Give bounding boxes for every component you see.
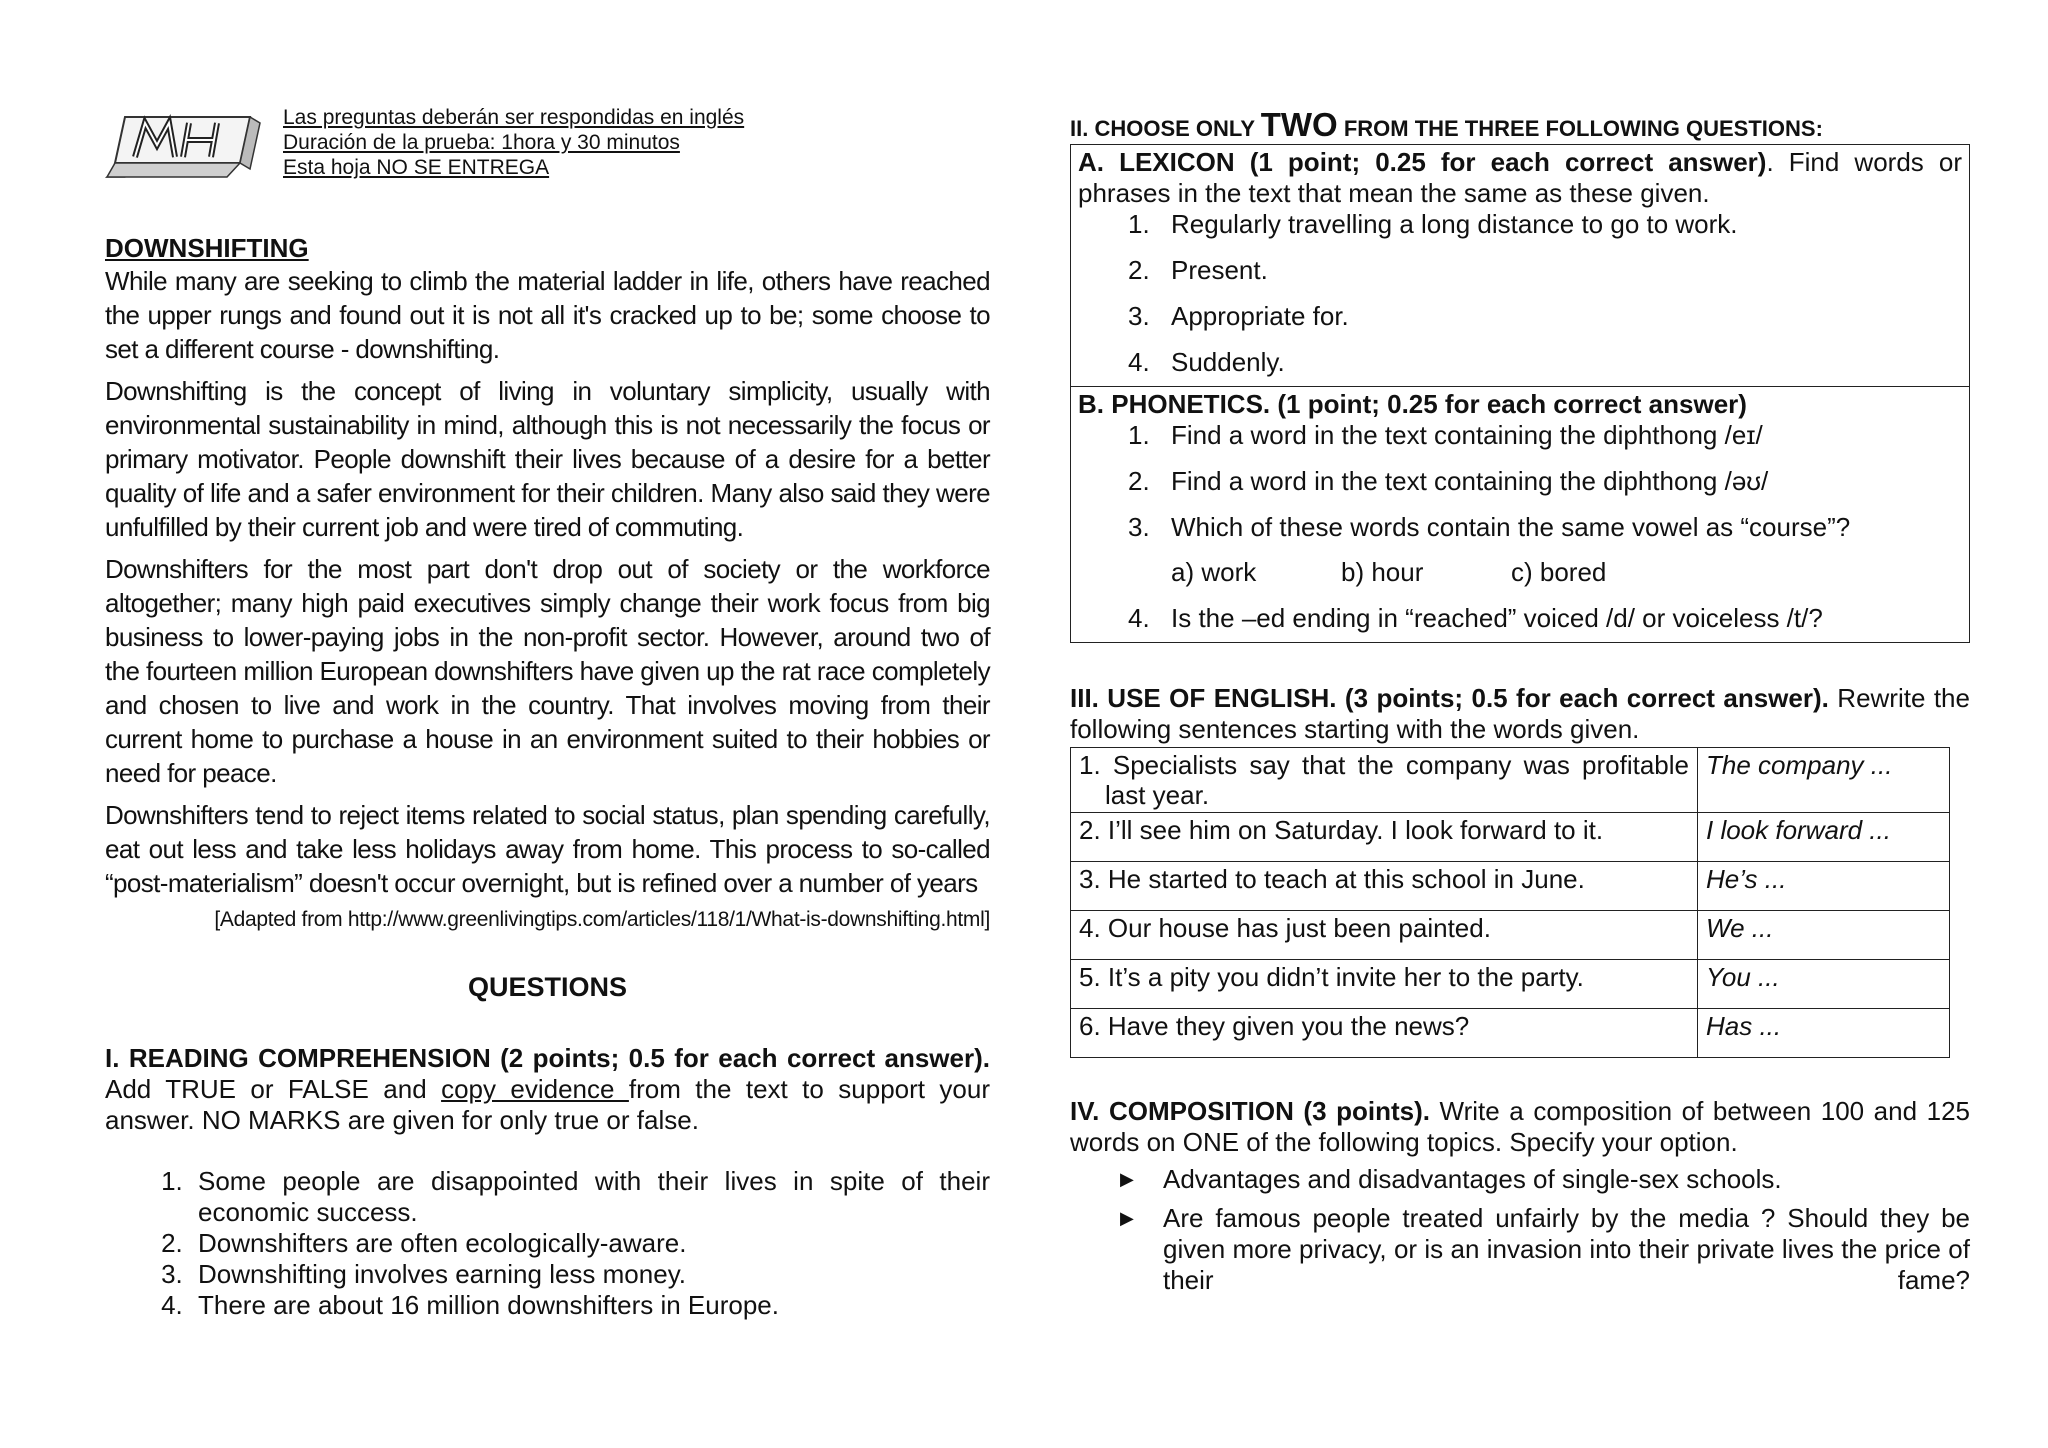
list-item — [1128, 512, 1962, 543]
option-c: c) bored — [1511, 557, 1607, 587]
topic-text: Are famous people treated unfairly by the media ? Should they be given more privacy, or is an invasion into their private lives the price of their fame? — [1163, 1203, 1970, 1295]
sentence-cell: 1. Specialists say that the company was profitable last year. — [1071, 748, 1698, 813]
table-row — [1071, 748, 1950, 813]
triangle-bullet-icon: ▶ — [1120, 1208, 1134, 1228]
item-number: 3. — [1128, 512, 1150, 542]
section-heading: IV. COMPOSITION (3 points). — [1070, 1096, 1430, 1126]
sentence-cell: 4. Our house has just been painted. — [1071, 911, 1698, 960]
lexicon-box — [1070, 144, 1970, 387]
item-number: 2. — [1128, 255, 1150, 285]
list-item — [1128, 347, 1962, 378]
sentence-cell: 3. He started to teach at this school in June. — [1071, 862, 1698, 911]
left-column — [105, 105, 990, 1321]
start-cell: He’s ... — [1698, 862, 1950, 911]
item-number: 4. — [1128, 603, 1150, 633]
sentence-cell: 6. Have they given you the news? — [1071, 1009, 1698, 1058]
item-text: Find a word in the text containing the diphthong /əʊ/ — [1171, 466, 1769, 496]
start-cell: You ... — [1698, 960, 1950, 1009]
options-row — [1171, 557, 1962, 588]
heading-text: FROM THE THREE FOLLOWING QUESTIONS: — [1337, 116, 1823, 141]
topic-text: Advantages and disadvantages of single-sex schools. — [1163, 1164, 1782, 1194]
passage-source: [Adapted from http://www.greenlivingtips.com/articles/118/1/What-is-downshifting.html] — [214, 908, 990, 931]
intro-text: from the text to support your answer. NO MARKS are given for only true or false. — [105, 1074, 990, 1135]
phonetics-list — [1078, 420, 1962, 634]
table-row — [1071, 862, 1950, 911]
phonetics-heading: B. PHONETICS. (1 point; 0.25 for each correct answer) — [1078, 389, 1747, 419]
passage-paragraph: While many are seeking to climb the material ladder in life, others have reached the upper rungs and found out it is not all it's cracked up to be; some choose to set a different course - downshifting. — [105, 266, 990, 364]
passage-paragraph: Downshifting is the concept of living in voluntary simplicity, usually with environmental sustainability in mind, although this is not necessarily the focus or primary motivator. People downshift their lives because of a desire for a better quality of life and a safer environment for their children. Many also said they were unfulfilled by their current job and were tired of commuting. — [105, 376, 990, 542]
phonetics-box — [1070, 387, 1970, 643]
exam-instructions — [283, 105, 744, 180]
instruction-line: Duración de la prueba: 1hora y 30 minutos — [283, 131, 680, 154]
passage-paragraph: Downshifters tend to reject items related to social status, plan spending carefully, eat out less and take less holidays away from home. This process to so-called “post-materialism” doesn't occur overnight, but is refined over a number of years — [105, 800, 990, 898]
reading-comprehension-intro — [105, 1043, 990, 1136]
composition-topics — [1070, 1164, 1970, 1296]
section-heading: I. READING COMPREHENSION (2 points; 0.5 for each correct answer). — [105, 1043, 990, 1073]
instruction-line: Esta hoja NO SE ENTREGA — [283, 156, 550, 179]
heading-text: II. CHOOSE ONLY — [1070, 116, 1261, 141]
list-item: 1. Some people are disappointed with their lives in spite of their economic success. — [190, 1166, 990, 1228]
topic-item — [1120, 1203, 1970, 1296]
list-item: 2. Downshifters are often ecologically-aware. — [190, 1228, 990, 1259]
intro-text: Rewrite the following sentences starting with the words given. — [1070, 683, 1970, 744]
lexicon-intro — [1078, 147, 1962, 209]
rewrite-table — [1070, 747, 1950, 1058]
list-item — [1128, 301, 1962, 332]
answer-options — [1128, 557, 1962, 588]
start-cell: The company ... — [1698, 748, 1950, 813]
item-number: 3. — [1128, 301, 1150, 331]
sentence-cell: 5. It’s a pity you didn’t invite her to the party. — [1071, 960, 1698, 1009]
start-cell: I look forward ... — [1698, 813, 1950, 862]
list-item: 3. Downshifting involves earning less money. — [190, 1259, 990, 1290]
intro-text: Add TRUE or FALSE and — [105, 1074, 442, 1104]
logo-text: MH — [105, 105, 107, 106]
institution-logo — [105, 105, 265, 185]
table-row — [1071, 960, 1950, 1009]
passage-paragraph: Downshifters for the most part don't drop out of society or the workforce altogether; many high paid executives simply change their work focus from big business to lower-paying jobs in the non-profit sector. However, around two of the fourteen million European downshifters have given up the rat race completely and chosen to live and work in the country. That involves moving from their current home to purchase a house in an environment suited to their hobbies or need for peace. — [105, 554, 990, 788]
option-a: a) work — [1171, 557, 1257, 587]
list-item: 4. There are about 16 million downshifters in Europe. — [190, 1290, 990, 1321]
item-text: Is the –ed ending in “reached” voiced /d/ or voiceless /t/? — [1171, 603, 1823, 633]
composition-intro — [1070, 1096, 1970, 1158]
section-heading: III. USE OF ENGLISH. (3 points; 0.5 for each correct answer). — [1070, 683, 1829, 713]
item-text: Regularly travelling a long distance to go to work. — [1171, 209, 1738, 239]
reading-passage — [105, 264, 990, 900]
instruction-line: Las preguntas deberán ser respondidas en inglés — [283, 106, 745, 129]
use-of-english-intro — [1070, 683, 1970, 745]
triangle-bullet-icon: ▶ — [1120, 1169, 1134, 1189]
list-item — [1128, 466, 1962, 497]
reading-comprehension-list — [105, 1166, 990, 1321]
intro-text: Write a composition of between 100 and 125 words on ONE of the following topics. Specify your option. — [1070, 1096, 1970, 1157]
item-number: 1. — [1128, 420, 1150, 450]
right-column — [1070, 106, 1970, 1304]
topic-item — [1120, 1164, 1970, 1195]
table-row — [1071, 813, 1950, 862]
start-cell: Has ... — [1698, 1009, 1950, 1058]
sentence-cell: 2. I’ll see him on Saturday. I look forward to it. — [1071, 813, 1698, 862]
item-text: Suddenly. — [1171, 347, 1285, 377]
table-row — [1071, 911, 1950, 960]
page-header — [105, 105, 990, 200]
lexicon-list — [1078, 209, 1962, 378]
questions-title: QUESTIONS — [467, 972, 628, 1002]
item-number: 1. — [1128, 209, 1150, 239]
heading-emphasis: TWO — [1260, 106, 1338, 143]
item-text: Which of these words contain the same vowel as “course”? — [1171, 512, 1851, 542]
start-cell: We ... — [1698, 911, 1950, 960]
list-item — [1128, 209, 1962, 240]
section2-heading — [1070, 106, 1970, 144]
list-item — [1128, 603, 1962, 634]
table-row — [1071, 1009, 1950, 1058]
list-item — [1128, 420, 1962, 451]
item-number: 2. — [1128, 466, 1150, 496]
passage-title: DOWNSHIFTING — [105, 233, 309, 263]
lexicon-heading: A. LEXICON (1 point; 0.25 for each correct answer) — [1078, 147, 1767, 177]
intro-underlined: copy evidence — [441, 1074, 629, 1104]
item-text: Present. — [1171, 255, 1268, 285]
option-b: b) hour — [1341, 557, 1424, 587]
item-number: 4. — [1128, 347, 1150, 377]
item-text: Appropriate for. — [1171, 301, 1349, 331]
item-text: Find a word in the text containing the diphthong /eɪ/ — [1171, 420, 1763, 450]
lexicon-instructions: . Find words or phrases in the text that mean the same as these given. — [1078, 147, 1962, 208]
list-item — [1128, 255, 1962, 286]
